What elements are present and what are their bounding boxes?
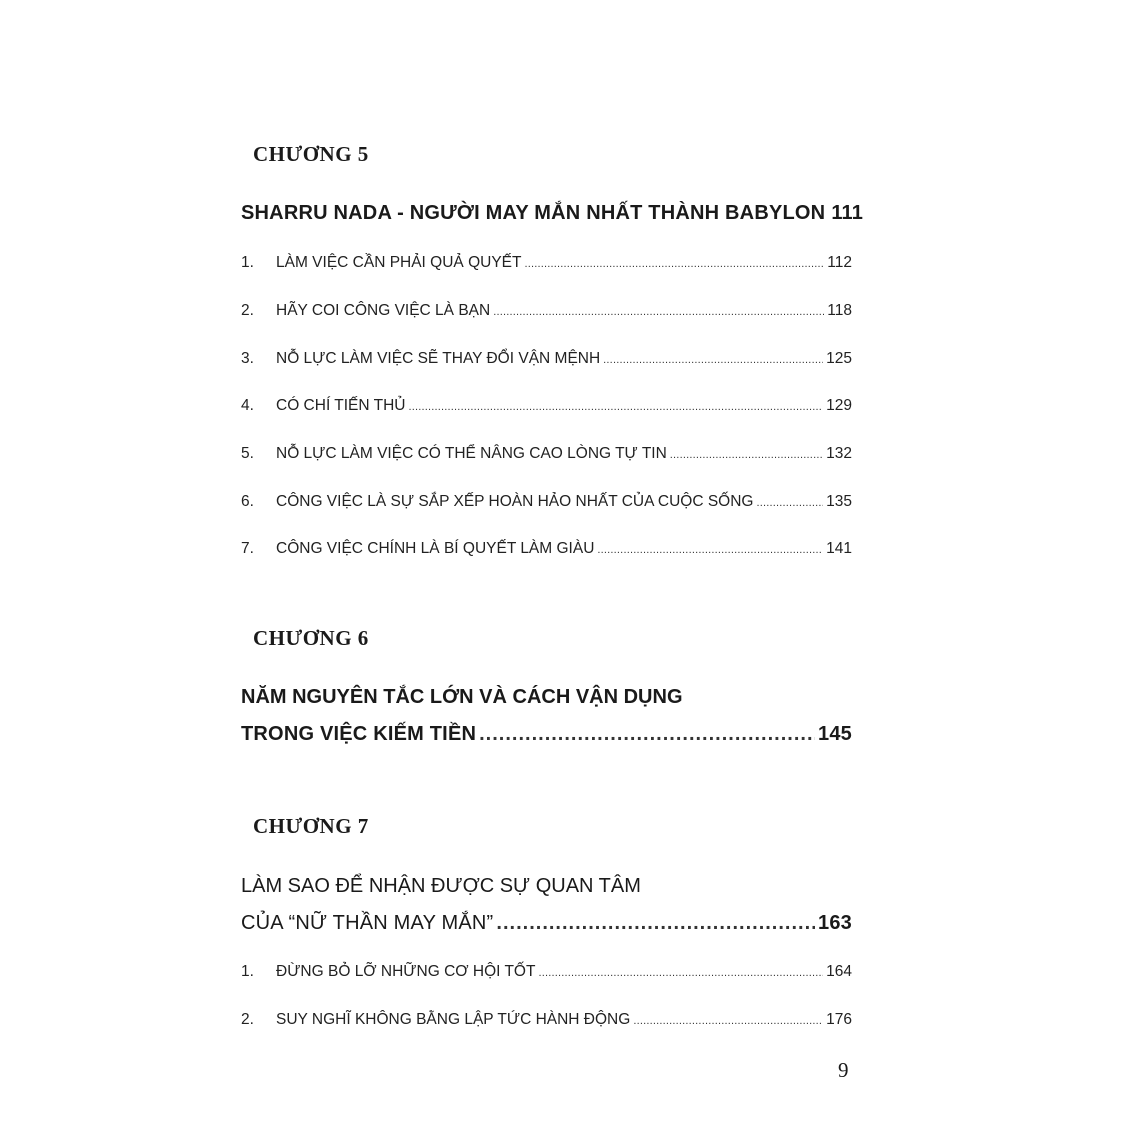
entry-page: 141 xyxy=(826,540,852,557)
entry-title: NỖ LỰC LÀM VIỆC SẼ THAY ĐỔI VẬN MỆNH xyxy=(276,350,601,367)
dot-leader xyxy=(757,497,824,509)
chapter-6-title-line-2: TRONG VIỆC KIẾM TIỀN xyxy=(241,723,477,745)
dot-leader xyxy=(408,401,823,413)
dot-leader xyxy=(479,723,815,746)
entry-title: CÔNG VIỆC LÀ SỰ SẮP XẾP HOÀN HẢO NHẤT CỦA CUỘC SỐNG xyxy=(276,493,754,510)
chapter-5-label: CHƯƠNG 5 xyxy=(253,142,369,166)
dot-leader xyxy=(524,258,824,270)
entry-page: 118 xyxy=(827,302,852,319)
dot-leader xyxy=(496,912,815,935)
chapter-5-page: 111 xyxy=(831,202,864,224)
entry-number: 2. xyxy=(241,1011,254,1028)
entry-title: NỖ LỰC LÀM VIỆC CÓ THỂ NÂNG CAO LÒNG TỰ TIN xyxy=(276,445,667,462)
toc-entry xyxy=(241,540,852,558)
chapter-5-title-row xyxy=(241,202,864,225)
chapter-7-title-line-1: LÀM SAO ĐỂ NHẬN ĐƯỢC SỰ QUAN TÂM xyxy=(241,875,641,897)
dot-leader xyxy=(597,544,823,556)
entry-page: 132 xyxy=(826,445,852,462)
toc-entry xyxy=(241,1011,852,1029)
dot-leader xyxy=(538,967,823,979)
entry-number: 7. xyxy=(241,540,254,557)
entry-title: LÀM VIỆC CẦN PHẢI QUẢ QUYẾT xyxy=(276,254,522,271)
chapter-6-title-line-1: NĂM NGUYÊN TẮC LỚN VÀ CÁCH VẬN DỤNG xyxy=(241,686,683,708)
toc-entry xyxy=(241,254,852,272)
entry-title: ĐỪNG BỎ LỠ NHỮNG CƠ HỘI TỐT xyxy=(276,963,536,980)
chapter-6-label: CHƯƠNG 6 xyxy=(253,626,369,650)
entry-page: 112 xyxy=(827,254,852,271)
entry-page: 129 xyxy=(826,397,852,414)
chapter-7-label: CHƯƠNG 7 xyxy=(253,814,369,838)
toc-entry xyxy=(241,445,852,463)
toc-entry xyxy=(241,397,852,415)
toc-entry xyxy=(241,302,852,320)
dot-leader xyxy=(670,449,823,461)
chapter-6-page: 145 xyxy=(818,723,852,745)
entry-page: 176 xyxy=(826,1011,852,1028)
entry-number: 4. xyxy=(241,397,254,414)
chapter-7-title-row xyxy=(241,912,852,935)
chapter-6-title-row xyxy=(241,723,852,746)
entry-number: 1. xyxy=(241,254,254,271)
page-number: 9 xyxy=(838,1058,849,1082)
entry-page: 125 xyxy=(826,350,852,367)
entry-page: 164 xyxy=(826,963,852,980)
entry-number: 6. xyxy=(241,493,254,510)
entry-page: 135 xyxy=(826,493,852,510)
entry-title: CÓ CHÍ TIẾN THỦ xyxy=(276,397,406,414)
toc-entry xyxy=(241,350,852,368)
dot-leader xyxy=(633,1015,823,1027)
toc-entry xyxy=(241,493,852,511)
dot-leader xyxy=(493,306,824,318)
toc-entry xyxy=(241,963,852,981)
chapter-7-title-line-2: CỦA “NỮ THẦN MAY MẮN” xyxy=(241,912,494,934)
entry-number: 1. xyxy=(241,963,254,980)
chapter-5-title: SHARRU NADA - NGƯỜI MAY MẮN NHẤT THÀNH BABYLON xyxy=(241,202,826,224)
entry-title: CÔNG VIỆC CHÍNH LÀ BÍ QUYẾT LÀM GIÀU xyxy=(276,540,595,557)
entry-title: HÃY COI CÔNG VIỆC LÀ BẠN xyxy=(276,302,491,319)
entry-number: 3. xyxy=(241,350,254,367)
chapter-7-page: 163 xyxy=(818,912,852,934)
entry-title: SUY NGHĨ KHÔNG BẰNG LẬP TỨC HÀNH ĐỘNG xyxy=(276,1011,631,1028)
entry-number: 5. xyxy=(241,445,254,462)
dot-leader xyxy=(603,354,823,366)
entry-number: 2. xyxy=(241,302,254,319)
